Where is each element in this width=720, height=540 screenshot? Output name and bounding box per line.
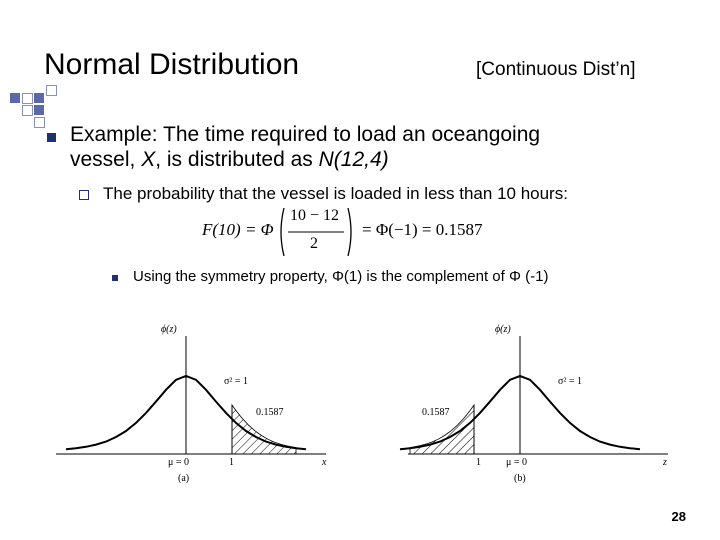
figure-a-x-axis-label: x	[322, 457, 327, 468]
formula-rhs: = Φ(−1) = 0.1587	[362, 220, 483, 239]
formula-denominator: 2	[310, 235, 318, 252]
bullet-small-square-icon	[112, 275, 118, 281]
figure-b-caption: (b)	[514, 473, 526, 484]
slide-title: Normal Distribution	[44, 48, 300, 81]
figure-a-mu-label: μ = 0	[168, 457, 190, 468]
figure-a-area-label: 0.1587	[256, 407, 284, 418]
page-number: 28	[671, 509, 686, 524]
slide-subtitle: [Continuous Dist’n]	[476, 59, 636, 80]
example-line-2	[70, 147, 540, 172]
bullet-square-icon	[47, 133, 56, 142]
formula-numerator: 10 − 12	[290, 207, 340, 224]
example-distribution: N(12,4)	[318, 148, 389, 171]
figure-b-sigma-label: σ² = 1	[558, 376, 583, 387]
figure-a-caption: (a)	[178, 473, 190, 484]
formula-lhs: F(10) = Φ	[202, 220, 274, 239]
sub-bullet-text: The probability that the vessel is loaded in less than 10 hours:	[103, 184, 568, 203]
example-text	[70, 122, 540, 172]
figure-b-area-label: 0.1587	[422, 407, 450, 418]
figure-a-normal-curve	[56, 318, 346, 490]
figure-b-x-tick: 1	[476, 457, 481, 468]
figure-a-y-label: ϕ(z)	[161, 324, 177, 335]
figure-b-normal-curve	[388, 318, 678, 490]
figure-b-x-axis-label: z	[663, 457, 667, 468]
symmetry-note: Using the symmetry property, Φ(1) is the complement of Φ (-1)	[133, 268, 549, 285]
figure-b-y-label: ϕ(z)	[495, 324, 511, 335]
probability-formula	[202, 206, 502, 258]
hollow-square-icon	[79, 190, 89, 200]
figure-b-mu-label: μ = 0	[506, 457, 528, 468]
example-variable: X	[141, 148, 156, 171]
example-line-2-mid: , is distributed as	[155, 148, 319, 171]
figure-a-sigma-label: σ² = 1	[224, 376, 249, 387]
example-line-1: Example: The time required to load an oceangoing	[70, 123, 541, 146]
figure-a-x-tick: 1	[229, 457, 234, 468]
example-line-2-prefix: vessel,	[70, 148, 142, 171]
